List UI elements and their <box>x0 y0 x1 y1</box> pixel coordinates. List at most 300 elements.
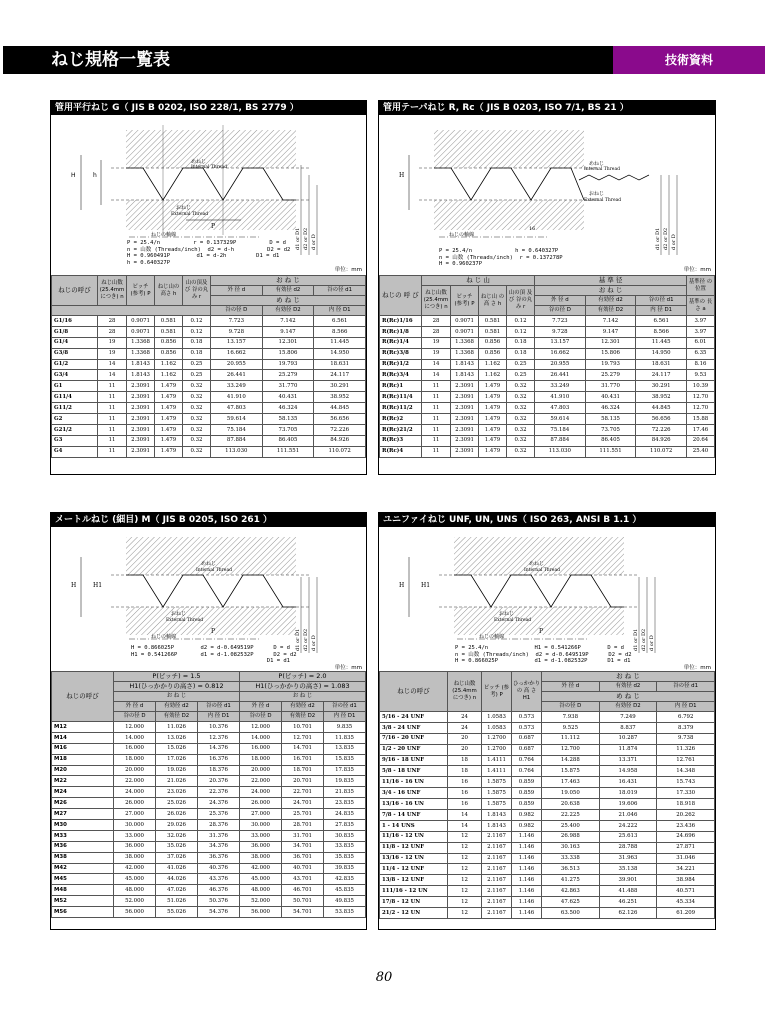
table-cell: 33.835 <box>324 841 366 852</box>
table-row <box>52 732 366 743</box>
table-cell: 1.146 <box>512 908 542 919</box>
table-cell: 1.3368 <box>127 337 155 348</box>
table-cell: 86.405 <box>262 435 314 446</box>
table-cell: 20.64 <box>687 435 715 446</box>
row-label: 17/8 - 12 UN <box>380 897 448 908</box>
table-cell: 20.376 <box>198 776 240 787</box>
table-cell: 11 <box>422 403 451 414</box>
row-label: 1 - 14 UNS <box>380 820 448 831</box>
table-cell: 23.436 <box>657 820 715 831</box>
table-cell: 1.479 <box>479 424 507 435</box>
table-cell: 111.551 <box>262 446 314 457</box>
table-cell: 27.000 <box>240 809 282 820</box>
table-cell: 7.249 <box>599 712 657 723</box>
table-cell: 16.701 <box>282 754 324 765</box>
table-cell: 0.12 <box>507 326 535 337</box>
table-cell: 24 <box>448 722 482 733</box>
svg-text:d2 or D2: d2 or D2 <box>303 227 309 250</box>
m-panel-title: メートルねじ (細目) M（ JIS B 0205, ISO 261 ） <box>51 513 366 527</box>
m-col-fpd-2: 有効径 D2 <box>282 712 324 722</box>
table-row <box>380 392 715 403</box>
table-cell: 0.32 <box>183 424 211 435</box>
svg-text:H1: H1 <box>93 582 103 589</box>
table-cell: 11 <box>422 381 451 392</box>
table-cell: 0.32 <box>507 414 535 425</box>
table-cell: 0.9071 <box>127 326 155 337</box>
table-cell: 86.405 <box>585 435 636 446</box>
table-cell: 1.162 <box>155 370 183 381</box>
r-table-body <box>380 316 715 458</box>
row-label: G1/8 <box>52 326 98 337</box>
table-cell: 11.026 <box>156 722 198 733</box>
table-cell: 0.18 <box>183 337 211 348</box>
row-label: M20 <box>52 765 114 776</box>
table-cell: 26.441 <box>211 370 263 381</box>
svg-text:Internal Thread: Internal Thread <box>191 165 228 170</box>
table-cell: 16.431 <box>599 777 657 788</box>
table-row <box>380 435 715 446</box>
table-cell: 12 <box>448 886 482 897</box>
table-cell: 1.8143 <box>451 359 479 370</box>
table-row <box>380 359 715 370</box>
table-cell: 51.026 <box>156 896 198 907</box>
table-cell: 33.249 <box>211 381 263 392</box>
table-cell: 14 <box>448 810 482 821</box>
table-cell: 12.376 <box>198 732 240 743</box>
m-col-fd-2: 谷の径 D <box>240 712 282 722</box>
table-cell: 2.3091 <box>127 446 155 457</box>
table-cell: 40.571 <box>657 886 715 897</box>
table-cell: 1.3368 <box>127 348 155 359</box>
table-cell: 31.701 <box>282 830 324 841</box>
table-cell: 19.793 <box>262 359 314 370</box>
u-col-male: お ね じ <box>542 672 715 682</box>
table-cell: 0.573 <box>512 712 542 723</box>
table-cell: 38.952 <box>314 392 366 403</box>
table-cell: 1.162 <box>479 370 507 381</box>
svg-text:External Thread: External Thread <box>584 198 622 203</box>
table-cell: 111.551 <box>585 446 636 457</box>
table-cell: 17.330 <box>657 788 715 799</box>
row-label: R(Rc)2 <box>380 414 422 425</box>
table-cell: 27.871 <box>657 842 715 853</box>
row-label: 3/4 - 16 UNF <box>380 788 448 799</box>
table-cell: 20.262 <box>657 810 715 821</box>
page-header <box>3 46 765 74</box>
table-row <box>52 874 366 885</box>
table-row <box>380 886 715 897</box>
table-cell: 0.856 <box>479 348 507 359</box>
table-cell: 52.000 <box>114 896 156 907</box>
svg-text:d1 or D1: d1 or D1 <box>295 227 301 250</box>
table-row <box>52 907 366 918</box>
g-col-fd: 谷の径 D <box>211 306 263 316</box>
table-row <box>52 348 366 359</box>
table-cell: 15.88 <box>687 414 715 425</box>
r-col-pd: 有効径 d2 <box>585 296 636 306</box>
table-cell: 31.963 <box>599 853 657 864</box>
table-cell: 0.859 <box>512 777 542 788</box>
svg-text:P: P <box>211 223 216 230</box>
table-cell: 53.835 <box>324 907 366 918</box>
table-cell: 1.479 <box>479 414 507 425</box>
table-cell: 24.117 <box>636 370 687 381</box>
table-cell: 44.845 <box>314 403 366 414</box>
table-cell: 0.32 <box>507 403 535 414</box>
table-cell: 28.701 <box>282 820 324 831</box>
g-col-male: お ね じ <box>211 276 366 286</box>
table-cell: 31.770 <box>262 381 314 392</box>
table-cell: 12.761 <box>657 755 715 766</box>
table-cell: 25.400 <box>542 820 600 831</box>
m-col-od-1: 外 径 d <box>114 702 156 712</box>
table-row <box>380 316 715 327</box>
table-cell: 2.3091 <box>127 392 155 403</box>
table-cell: 2.3091 <box>451 446 479 457</box>
table-cell: 14 <box>98 359 127 370</box>
table-cell: 58.135 <box>262 414 314 425</box>
table-cell: 15.835 <box>324 754 366 765</box>
table-cell: 36.376 <box>198 852 240 863</box>
table-cell: 22.225 <box>542 810 600 821</box>
table-cell: 11 <box>98 424 127 435</box>
table-cell: 2.1167 <box>482 864 512 875</box>
table-cell: 0.32 <box>507 424 535 435</box>
table-cell: 26.441 <box>535 370 586 381</box>
row-label: M27 <box>52 809 114 820</box>
table-cell: 34.221 <box>657 864 715 875</box>
svg-text:おねじ: おねじ <box>589 191 605 197</box>
table-row <box>52 337 366 348</box>
table-cell: 17.463 <box>542 777 600 788</box>
table-cell: 14.950 <box>636 348 687 359</box>
svg-text:ねじの軸線: ねじの軸線 <box>151 232 177 238</box>
table-cell: 39.835 <box>324 863 366 874</box>
table-cell: 2.3091 <box>451 435 479 446</box>
m-col-male-2: お ね じ <box>240 692 366 702</box>
table-cell: 1.8143 <box>482 820 512 831</box>
table-cell: 25.279 <box>262 370 314 381</box>
table-cell: 13.026 <box>156 732 198 743</box>
row-label: G2 <box>52 414 98 425</box>
table-cell: 35.138 <box>599 864 657 875</box>
svg-text:h: h <box>93 172 97 179</box>
table-cell: 35.835 <box>324 852 366 863</box>
table-cell: 16.662 <box>535 348 586 359</box>
table-cell: 16.376 <box>198 754 240 765</box>
table-cell: 42.835 <box>324 874 366 885</box>
g-external-label: おねじ <box>176 205 192 211</box>
g-thread-diagram <box>51 115 366 273</box>
table-cell: 24.222 <box>599 820 657 831</box>
row-label: 5/8 - 18 UNF <box>380 766 448 777</box>
table-cell: 2.1167 <box>482 897 512 908</box>
table-cell: 18.019 <box>599 788 657 799</box>
m-col-fid-1: 内 径 D1 <box>198 712 240 722</box>
row-label: M45 <box>52 874 114 885</box>
table-row <box>380 810 715 821</box>
u-formula: P = 25.4/n H1 = 0.541266P D = d n = 山数 (Threads/inch) d2 = d-0.649519P D2 = d2 H = 0.866025P d1 = d-1.082532P D1 = d1 <box>455 645 632 665</box>
table-cell: 22.376 <box>198 787 240 798</box>
table-cell: 38.984 <box>657 875 715 886</box>
table-row <box>380 424 715 435</box>
table-cell: 26.988 <box>542 831 600 842</box>
g-formula: P = 25.4/n r = 0.137329P D = d n = 山数 (Threads/inch) d2 = d-h D2 = d2 H = 0.960491P d1 = d-2h D1 = d1 h = 0.640327P <box>127 240 291 266</box>
table-cell: 2.3091 <box>127 381 155 392</box>
m-thread-diagram <box>51 527 366 655</box>
row-label: G1/16 <box>52 316 98 327</box>
table-cell: 26.000 <box>240 798 282 809</box>
table-cell: 40.376 <box>198 863 240 874</box>
row-label: M38 <box>52 852 114 863</box>
svg-text:P: P <box>211 628 216 635</box>
table-row <box>52 403 366 414</box>
table-cell: 46.376 <box>198 885 240 896</box>
row-label: G1/2 <box>52 359 98 370</box>
row-label: 13/16 - 16 UN <box>380 799 448 810</box>
table-cell: 30.000 <box>240 820 282 831</box>
table-cell: 0.32 <box>507 392 535 403</box>
r-thread-profile-drawing <box>379 115 716 263</box>
row-label: M14 <box>52 732 114 743</box>
r-col-base: 基 準 径 <box>535 276 687 286</box>
g-panel-title: 管用平行ねじ G（ JIS B 0202, ISO 228/1, BS 2779 ） <box>51 101 366 115</box>
table-cell: 62.126 <box>599 908 657 919</box>
u-col-pitch: ピッチ (参考) P <box>482 672 512 712</box>
table-cell: 33.249 <box>535 381 586 392</box>
table-cell: 14.701 <box>282 743 324 754</box>
table-cell: 18.376 <box>198 765 240 776</box>
table-cell: 31.770 <box>585 381 636 392</box>
table-cell: 25.279 <box>585 370 636 381</box>
table-cell: 2.1167 <box>482 886 512 897</box>
table-cell: 14.958 <box>599 766 657 777</box>
table-cell: 1.479 <box>479 435 507 446</box>
table-cell: 47.026 <box>156 885 198 896</box>
table-cell: 25.40 <box>687 446 715 457</box>
row-label: 11/4 - 12 UNF <box>380 864 448 875</box>
table-cell: 3.97 <box>687 326 715 337</box>
table-cell: 40.701 <box>282 863 324 874</box>
table-cell: 54.701 <box>282 907 324 918</box>
table-cell: 10.287 <box>599 733 657 744</box>
table-cell: 28 <box>422 326 451 337</box>
row-label: R(Rc)1/2 <box>380 359 422 370</box>
table-row <box>52 326 366 337</box>
table-cell: 0.581 <box>155 326 183 337</box>
table-cell: 2.1167 <box>482 875 512 886</box>
table-cell: 12.700 <box>542 744 600 755</box>
table-cell: 0.32 <box>183 435 211 446</box>
table-cell: 12 <box>448 897 482 908</box>
table-cell: 18 <box>448 755 482 766</box>
table-cell: 0.32 <box>183 381 211 392</box>
table-row <box>380 722 715 733</box>
table-cell: 14 <box>98 370 127 381</box>
table-cell: 12 <box>448 842 482 853</box>
table-cell: 73.705 <box>262 424 314 435</box>
table-cell: 42.000 <box>114 863 156 874</box>
table-row <box>52 446 366 457</box>
table-cell: 49.835 <box>324 896 366 907</box>
table-cell: 0.982 <box>512 820 542 831</box>
page-title: ねじ規格一覧表 <box>3 46 613 74</box>
row-label: G1/4 <box>52 337 98 348</box>
table-cell: 28 <box>422 316 451 327</box>
table-row <box>380 337 715 348</box>
row-label: G11/2 <box>52 403 98 414</box>
table-cell: 26.026 <box>156 809 198 820</box>
table-cell: 25.026 <box>156 798 198 809</box>
m-col-pd-1: 有効径 d2 <box>156 702 198 712</box>
g-col-fid: 内 径 D1 <box>314 306 366 316</box>
table-row <box>52 359 366 370</box>
table-cell: 0.581 <box>155 316 183 327</box>
table-cell: 18.000 <box>114 754 156 765</box>
table-cell: 28.376 <box>198 820 240 831</box>
table-cell: 20.701 <box>282 776 324 787</box>
table-cell: 59.614 <box>211 414 263 425</box>
table-row <box>380 712 715 723</box>
table-cell: 0.12 <box>183 326 211 337</box>
table-cell: 47.625 <box>542 897 600 908</box>
table-cell: 11 <box>422 392 451 403</box>
table-cell: 20.000 <box>240 765 282 776</box>
table-cell: 37.026 <box>156 852 198 863</box>
row-label: G11/4 <box>52 392 98 403</box>
r-col-radius: 山の頂 及び 谷の丸み r <box>507 286 535 316</box>
table-cell: 36.000 <box>240 841 282 852</box>
row-label: M26 <box>52 798 114 809</box>
table-cell: 12.70 <box>687 392 715 403</box>
table-cell: 12 <box>448 831 482 842</box>
table-cell: 36.701 <box>282 852 324 863</box>
row-label: M52 <box>52 896 114 907</box>
table-cell: 0.856 <box>155 337 183 348</box>
table-cell: 11.112 <box>542 733 600 744</box>
table-cell: 11.445 <box>636 337 687 348</box>
table-cell: 58.135 <box>585 414 636 425</box>
table-cell: 0.18 <box>183 348 211 359</box>
table-cell: 10.39 <box>687 381 715 392</box>
m-col-od-2: 外 径 d <box>240 702 282 712</box>
table-row <box>52 316 366 327</box>
u-col-name: ねじの呼び <box>380 672 448 712</box>
svg-text:d or D: d or D <box>649 635 655 651</box>
table-cell: 15.806 <box>262 348 314 359</box>
table-cell: 75.184 <box>535 424 586 435</box>
svg-text:めねじ: めねじ <box>589 161 605 167</box>
svg-text:H: H <box>399 582 405 589</box>
table-cell: 6.561 <box>314 316 366 327</box>
table-cell: 20 <box>448 733 482 744</box>
table-cell: 22.000 <box>240 776 282 787</box>
table-row <box>380 788 715 799</box>
table-cell: 6.01 <box>687 337 715 348</box>
table-cell: 39.901 <box>599 875 657 886</box>
m-col-rd-1: 谷の径 d1 <box>198 702 240 712</box>
table-cell: 19 <box>422 348 451 359</box>
table-cell: 24 <box>448 712 482 723</box>
table-cell: 0.25 <box>183 370 211 381</box>
table-cell: 26.000 <box>114 798 156 809</box>
u-col-od: 外 径 d <box>542 682 600 692</box>
table-cell: 18.918 <box>657 799 715 810</box>
svg-text:d or D: d or D <box>671 234 677 250</box>
svg-text:d or D: d or D <box>311 635 317 651</box>
row-label: G3 <box>52 435 98 446</box>
table-cell: 11 <box>98 435 127 446</box>
table-cell: 38.000 <box>240 852 282 863</box>
table-cell: 11 <box>422 424 451 435</box>
table-cell: 1.5875 <box>482 788 512 799</box>
table-cell: 19.026 <box>156 765 198 776</box>
table-cell: 11.445 <box>314 337 366 348</box>
table-cell: 43.701 <box>282 874 324 885</box>
table-cell: 1.479 <box>155 414 183 425</box>
table-row <box>52 776 366 787</box>
table-cell: 84.926 <box>636 435 687 446</box>
table-cell: 1.4111 <box>482 755 512 766</box>
table-row <box>380 744 715 755</box>
table-cell: 20.955 <box>535 359 586 370</box>
svg-text:Internal Thread: Internal Thread <box>584 167 621 172</box>
row-label: R(Rc)1/4 <box>380 337 422 348</box>
table-cell: 1.479 <box>479 381 507 392</box>
table-row <box>380 414 715 425</box>
table-cell: 23.026 <box>156 787 198 798</box>
svg-text:d2 or D2: d2 or D2 <box>641 628 647 651</box>
table-row <box>380 908 715 919</box>
table-cell: 47.803 <box>535 403 586 414</box>
table-row <box>380 326 715 337</box>
table-row <box>380 777 715 788</box>
table-cell: 1.479 <box>155 424 183 435</box>
table-cell: 20 <box>448 744 482 755</box>
table-cell: 3.97 <box>687 316 715 327</box>
table-cell: 19 <box>422 337 451 348</box>
table-cell: 17.835 <box>324 765 366 776</box>
g-col-height: ねじ山の 高さ h <box>155 276 183 306</box>
table-cell: 1.8143 <box>127 370 155 381</box>
table-cell: 46.324 <box>585 403 636 414</box>
table-cell: 18.701 <box>282 765 324 776</box>
row-label: 7/8 - 14 UNF <box>380 810 448 821</box>
table-cell: 33.000 <box>114 830 156 841</box>
table-cell: 2.3091 <box>127 403 155 414</box>
table-cell: 38.000 <box>114 852 156 863</box>
r-col-name: ねじの 呼 び <box>380 276 422 316</box>
table-cell: 16.000 <box>114 743 156 754</box>
table-cell: 0.32 <box>183 403 211 414</box>
table-cell: 0.9071 <box>451 326 479 337</box>
table-cell: 2.3091 <box>451 403 479 414</box>
table-cell: 14.376 <box>198 743 240 754</box>
table-cell: 0.25 <box>507 370 535 381</box>
table-cell: 72.226 <box>636 424 687 435</box>
table-cell: 2.1167 <box>482 853 512 864</box>
table-cell: 14 <box>422 359 451 370</box>
svg-text:d or D: d or D <box>311 234 317 250</box>
table-row <box>380 381 715 392</box>
table-cell: 16.000 <box>240 743 282 754</box>
svg-text:ねじの軸線: ねじの軸線 <box>151 634 177 640</box>
table-cell: 24.696 <box>657 831 715 842</box>
table-cell: 1.479 <box>155 392 183 403</box>
table-cell: 72.226 <box>314 424 366 435</box>
table-cell: 40.431 <box>585 392 636 403</box>
m-thread-profile-drawing <box>51 527 367 655</box>
